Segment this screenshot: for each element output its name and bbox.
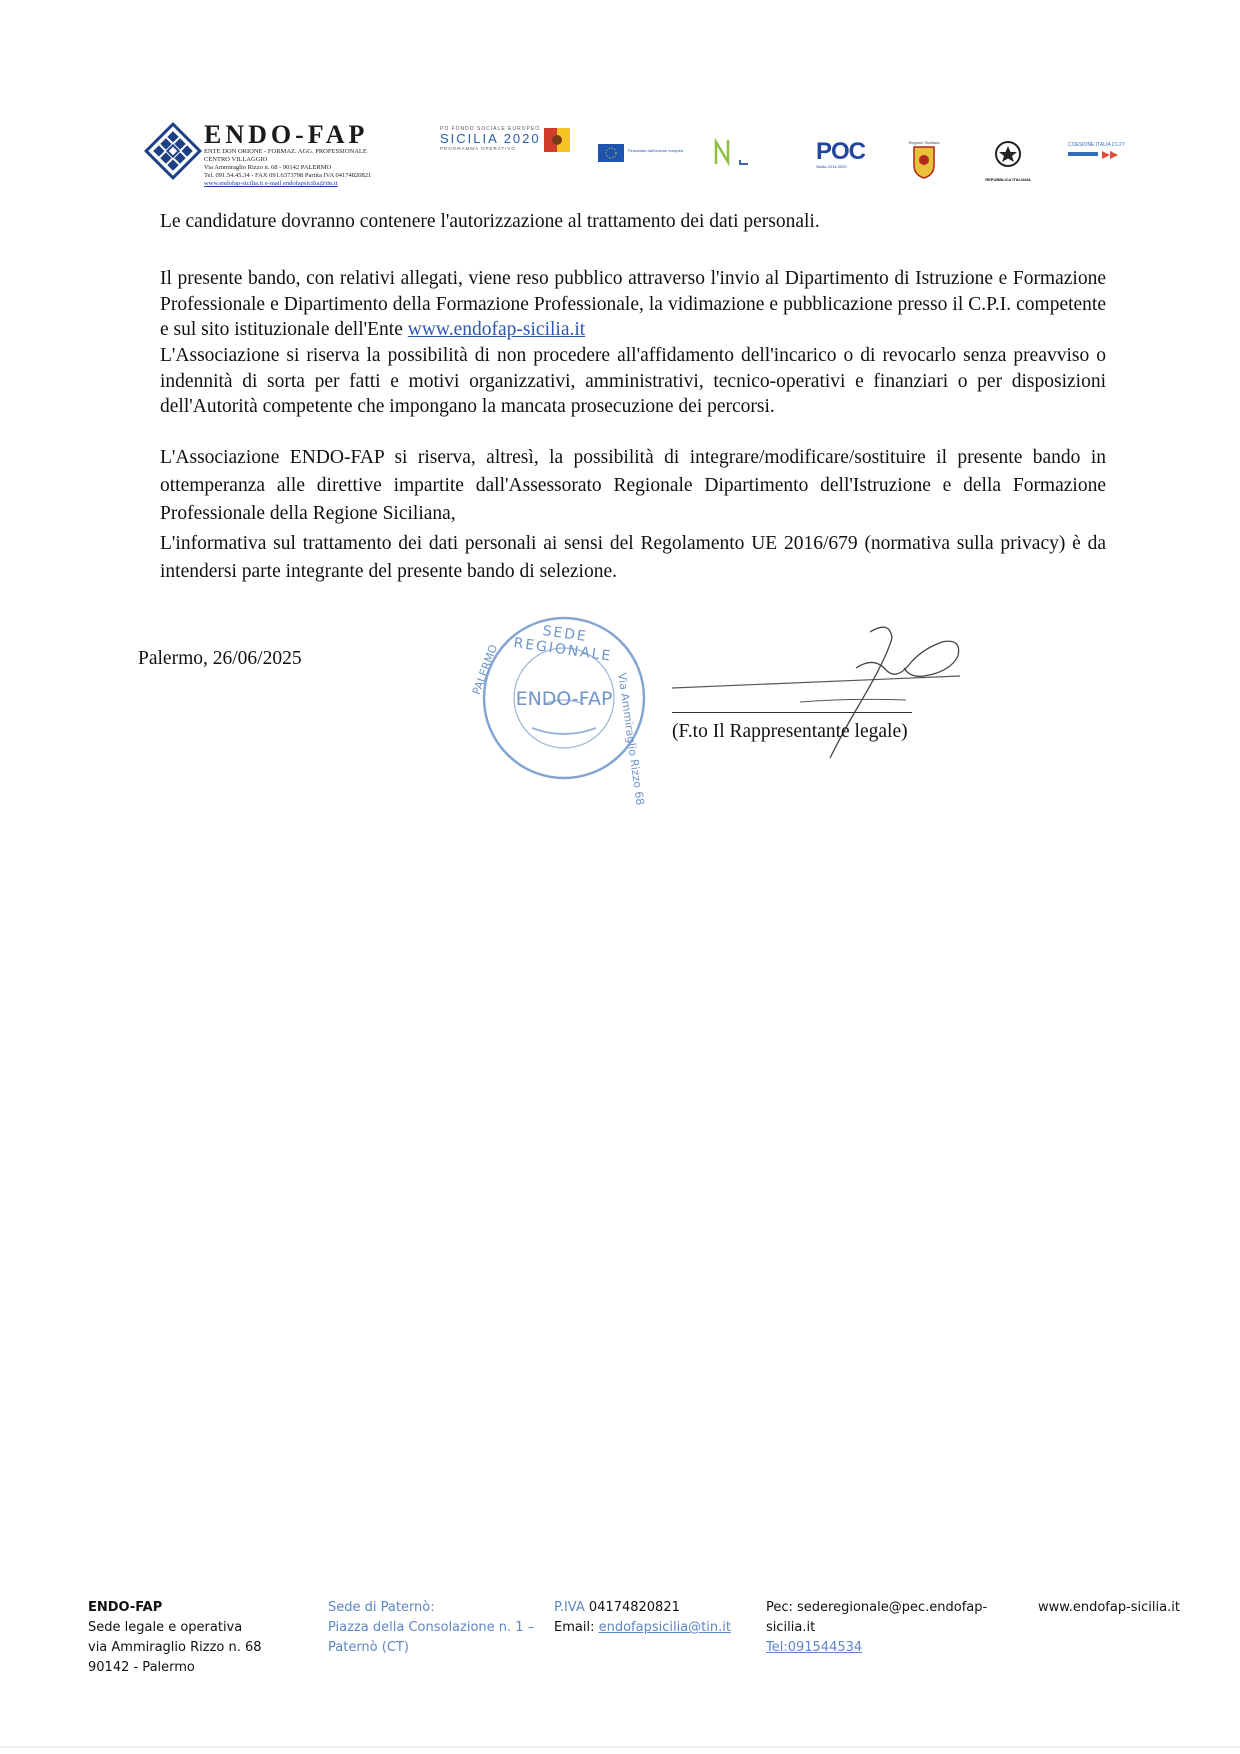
sicilia-2020-logo bbox=[440, 126, 570, 156]
paragraph-amendments: L'Associazione ENDO-FAP si riserva, altresì, la possibilità di integrare/modificare/sostituire il presente bando in ottemperanza alle direttive impartite dall'Assessorato Regionale Dipartimento dell'Istruzione e della Formazione Professionale della Regione Siciliana, bbox=[160, 447, 1106, 524]
letterhead bbox=[0, 0, 1240, 200]
footer-piva-label: P.IVA bbox=[554, 1600, 585, 1615]
paragraph-authorization: Le candidature dovranno contenere l'autorizzazione al trattamento dei dati personali. bbox=[160, 211, 820, 232]
footer-paterno-office bbox=[328, 1598, 538, 1658]
footer-website bbox=[1038, 1598, 1198, 1618]
logo-line-3: Via Ammiraglio Rizzo n. 68 - 90142 PALERMO bbox=[204, 164, 332, 171]
footer-legal-office bbox=[88, 1598, 288, 1678]
eu-flag-icon bbox=[598, 144, 624, 162]
repubblica-emblem-icon bbox=[978, 140, 1038, 172]
footer-org-name: ENDO-FAP bbox=[88, 1600, 163, 1615]
paragraph-publication-text: Il presente bando, con relativi allegati, viene reso pubblico attraverso l'invio al Dipartimento di Istruzione e Formazione Professionale e Dipartimento della Formazione Professionale, la vidimazione e pubblicazione presso il C.P.I. competente e sul sito istituzionale dell'Ente bbox=[160, 268, 1106, 340]
endofap-diamond-icon bbox=[142, 120, 204, 182]
footer-tel-link[interactable]: Tel:091544534 bbox=[766, 1640, 863, 1655]
stamp-top-text: SEDE REGIONALE bbox=[512, 622, 614, 665]
logo-line-4: Tel. 091.54.45.34 - FAX 091.6373798 Partita IVA 04174820821 bbox=[204, 172, 372, 179]
footer-paterno-line-3: Paternò (CT) bbox=[328, 1640, 409, 1655]
footer-pec-tel bbox=[766, 1598, 996, 1658]
coesione-italia-logo bbox=[1068, 142, 1125, 164]
regione-text: Regione Siciliana bbox=[908, 140, 940, 145]
paragraph-reservation: L'Associazione si riserva la possibilità di non procedere all'affidamento dell'incarico o di revocarlo senza preavviso o indennità di sorta per fatti e motivi organizzativi, amministrativi, tecnico-operativi e finanziari o per disposizioni dell'Autorità competente che impongano la mancata prosecuzione dei percorsi. bbox=[160, 345, 1106, 417]
endofap-logo-text bbox=[204, 122, 414, 188]
sicilia-bottom-text: PROGRAMMA OPERATIVO bbox=[440, 146, 516, 151]
signature-line bbox=[672, 712, 912, 713]
footer-tax-email bbox=[554, 1598, 744, 1638]
stamp-center-text: ENDO-FAP bbox=[515, 688, 613, 710]
sicilia-main-text: SICILIA 2020 bbox=[440, 131, 541, 146]
logo-line-2: CENTRO VILLAGGIO bbox=[204, 156, 268, 163]
logo-title: ENDO-FAP bbox=[204, 120, 369, 149]
logo-line-5: www.endofap-sicilia.it e-mail endofapsicilia@tin.it bbox=[204, 180, 338, 187]
official-stamp bbox=[470, 612, 650, 807]
poc-text: POC bbox=[816, 138, 866, 165]
repubblica-italiana-logo bbox=[978, 140, 1038, 182]
footer-legal-line-3: 90142 - Palermo bbox=[88, 1660, 195, 1675]
website-link[interactable]: www.endofap-sicilia.it bbox=[407, 319, 586, 340]
scan-edge-line bbox=[0, 1746, 1240, 1748]
logo-line-1: ENTE DON ORIONE - FORMAZ. AGG. PROFESSIONALE bbox=[204, 148, 367, 155]
ministry-n-icon bbox=[712, 138, 760, 168]
footer-email-label: Email: bbox=[554, 1620, 595, 1635]
handwritten-signature bbox=[660, 610, 1000, 770]
stamp-left-text: PALERMO bbox=[470, 642, 501, 697]
footer-legal-line-2: via Ammiraglio Rizzo n. 68 bbox=[88, 1640, 262, 1655]
sicilia-top-text: PO FONDO SOCIALE EUROPEO bbox=[440, 126, 541, 132]
footer-piva-value: 04174820821 bbox=[588, 1600, 680, 1615]
stamp-right-text: Via Ammiraglio Rizzo 68 bbox=[615, 672, 647, 807]
paragraph-privacy: L'informativa sul trattamento dei dati personali ai sensi del Regolamento UE 2016/679 (normativa sulla privacy) è da intendersi parte integrante del presente bando di selezione. bbox=[160, 533, 1106, 582]
paragraph-publication bbox=[160, 266, 1106, 343]
footer-paterno-line-1: Sede di Paternò: bbox=[328, 1600, 435, 1615]
regione-shield-icon bbox=[904, 145, 944, 179]
ministry-logo bbox=[712, 138, 760, 168]
poc-sub-text: Sicilia 2014-2020 bbox=[816, 164, 847, 169]
footer-pec-line-2: sicilia.it bbox=[766, 1620, 816, 1635]
footer-email-link[interactable]: endofapsicilia@tin.it bbox=[598, 1620, 731, 1635]
trinacria-icon bbox=[544, 128, 570, 152]
footer-pec-line-1: Pec: sederegionale@pec.endofap- bbox=[766, 1600, 988, 1615]
eu-logo bbox=[598, 144, 684, 166]
signature-label: (F.to Il Rappresentante legale) bbox=[672, 721, 908, 742]
footer-legal-line-1: Sede legale e operativa bbox=[88, 1620, 243, 1635]
poc-logo bbox=[816, 138, 866, 174]
coesione-text: COESIONE ITALIA 21-27 bbox=[1068, 142, 1125, 148]
footer-paterno-line-2: Piazza della Consolazione n. 1 – bbox=[328, 1620, 535, 1635]
coesione-arrows-icon bbox=[1068, 149, 1120, 161]
repubblica-text: REPUBBLICA ITALIANA bbox=[985, 177, 1031, 182]
regione-siciliana-logo bbox=[904, 140, 944, 182]
footer-website-text: www.endofap-sicilia.it bbox=[1038, 1600, 1180, 1615]
place-date: Palermo, 26/06/2025 bbox=[138, 648, 302, 669]
eu-text: Finanziato dall'Unione europea bbox=[628, 148, 684, 153]
endofap-logo bbox=[142, 120, 412, 192]
